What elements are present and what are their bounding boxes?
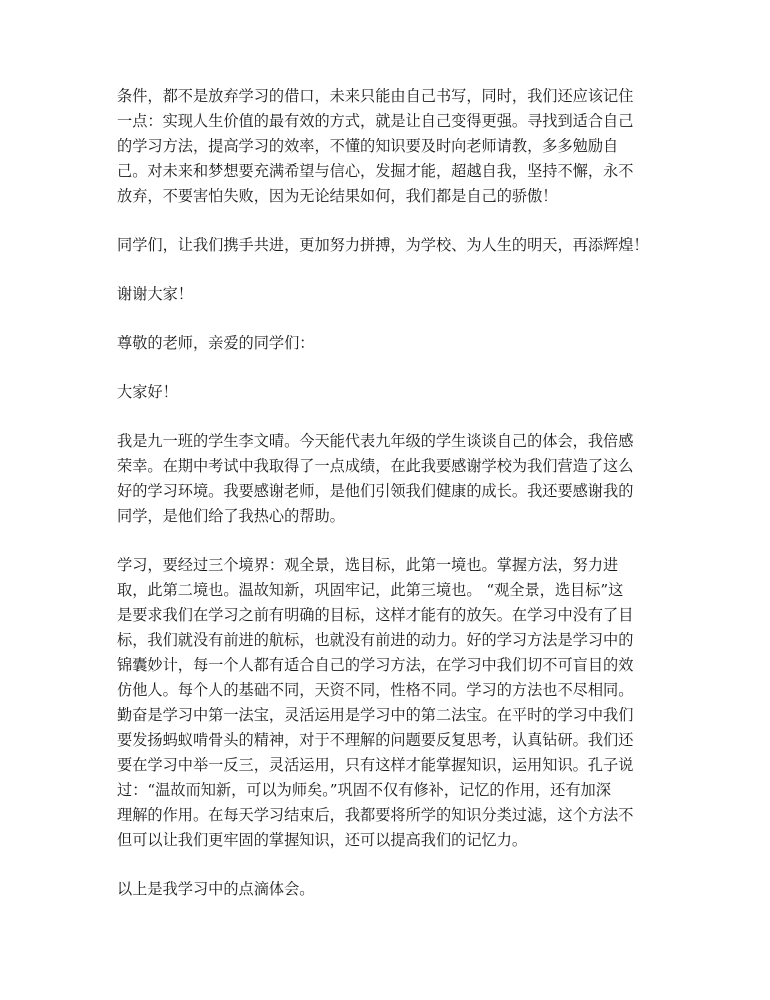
text-line: 同学，是他们给了我热心的帮助。 [117,507,345,525]
paragraph [117,429,662,529]
text-line: 以上是我学习中的点滴体会。 [117,880,315,898]
text-line: 条件，都不是放弃学习的借口，未来只能由自己书写，同时，我们还应该记住 [117,87,634,105]
text-line: 理解的作用。在每天学习结束后，我都要将所学的知识分类过滤，这个方法不 [117,806,634,824]
text-line: 锦囊妙计，每一个人都有适合自己的学习方法，在学习中我们切不可盲目的效 [117,656,634,674]
text-line: 荣幸。在期中考试中我取得了一点成绩，在此我要感谢学校为我们营造了这么 [117,457,634,475]
text-line: 是要求我们在学习之前有明确的目标，这样才能有的放矢。在学习中没有了目 [117,606,634,624]
text-line: 己。对未来和梦想要充满希望与信心，发掘才能，超越自我，坚持不懈，永不 [117,162,634,180]
text-line: 的学习方法，提高学习的效率，不懂的知识要及时向老师请教，多多勉励自 [117,137,619,155]
text-line: 同学们，让我们携手共进，更加努力拼搏，为学校、为人生的明天，再添辉煌！ [117,236,649,254]
text-line: 但可以让我们更牢固的掌握知识，还可以提高我们的记忆力。 [117,831,528,849]
text-line: 我是九一班的学生李文晴。今天能代表九年级的学生谈谈自己的体会，我倍感 [117,432,634,450]
text-line: 一点：实现人生价值的最有效的方式，就是让自己变得更强。寻找到适合自己 [117,112,634,130]
paragraph [117,877,662,902]
paragraph [117,553,662,853]
text-line: 要发扬蚂蚁啃骨头的精神，对于不理解的问题要反复思考，认真钻研。我们还 [117,731,634,749]
text-line: 勤奋是学习中第一法宝，灵活运用是学习中的第二法宝。在平时的学习中我们 [117,706,634,724]
paragraph [117,380,662,405]
text-line: 要在学习中举一反三，灵活运用，只有这样才能掌握知识，运用知识。孔子说 [117,756,634,774]
text-line: 谢谢大家！ [117,285,193,303]
paragraph [117,233,662,258]
document-page [117,84,662,926]
paragraph [117,84,662,209]
text-line: 标，我们就没有前进的航标，也就没有前进的动力。好的学习方法是学习中的 [117,631,634,649]
text-line: 取，此第二境也。温故知新，巩固牢记，此第三境也。 “观全景，选目标”这 [117,581,624,599]
paragraph [117,331,662,356]
greeting-line: 大家好！ [117,383,178,401]
salutation-line: 尊敬的老师，亲爱的同学们： [117,334,315,352]
text-line: 过：“温故而知新，可以为师矣。”巩固不仅有修补，记忆的作用，还有加深 [117,781,611,799]
paragraph [117,282,662,307]
text-line: 放弃，不要害怕失败，因为无论结果如何，我们都是自己的骄傲！ [117,187,558,205]
text-line: 好的学习环境。我要感谢老师，是他们引领我们健康的成长。我还要感谢我的 [117,482,634,500]
text-line: 仿他人。每个人的基础不同，天资不同，性格不同。学习的方法也不尽相同。 [117,681,634,699]
text-line: 学习，要经过三个境界：观全景，选目标，此第一境也。掌握方法，努力进 [117,556,619,574]
